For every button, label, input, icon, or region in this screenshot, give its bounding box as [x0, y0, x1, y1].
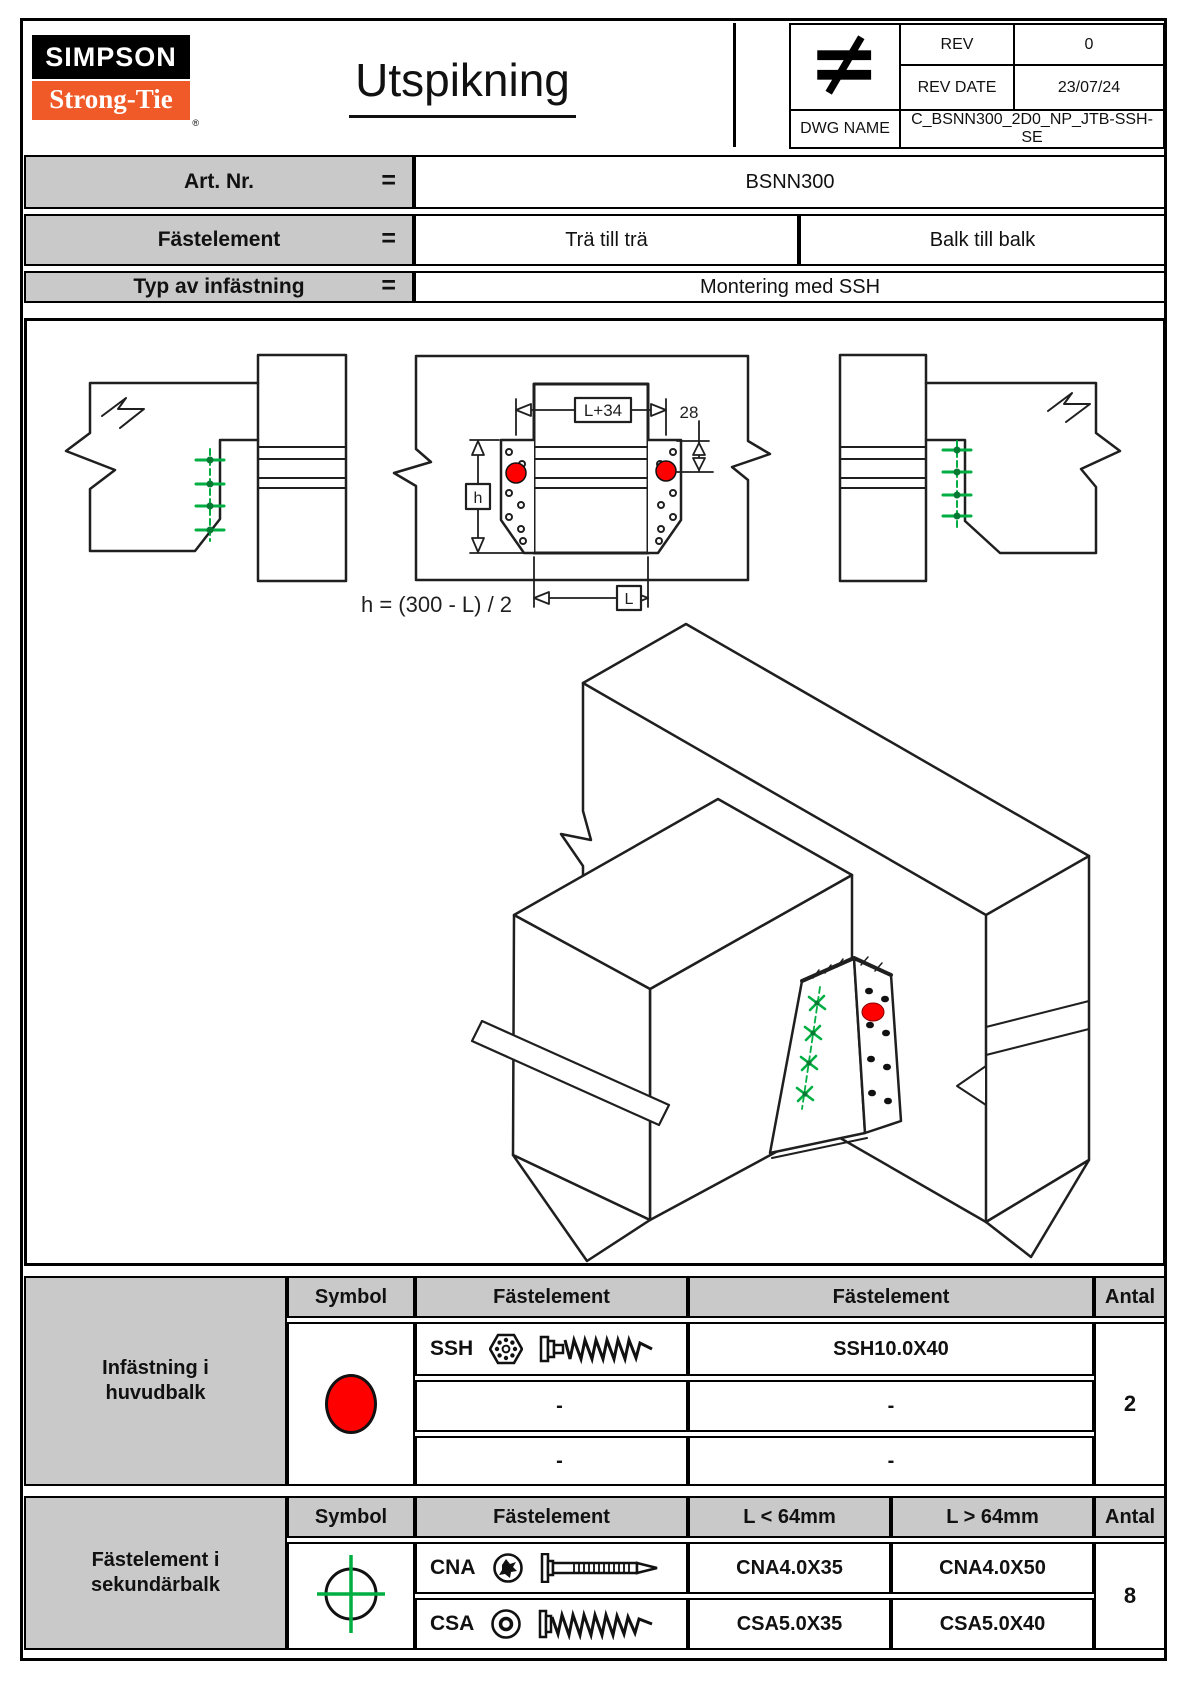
main-col-fastener: Fästelement [415, 1276, 688, 1318]
green-crosshair-marker-icon [315, 1550, 387, 1638]
height-formula: h = (300 - L) / 2 [361, 592, 513, 617]
fastener-value-left: Trä till trä [414, 214, 799, 266]
secondary-col-fastener: Fästelement [415, 1496, 688, 1538]
cna-short-product: CNA4.0X35 [688, 1542, 891, 1594]
cna-long-product: CNA4.0X50 [891, 1542, 1094, 1594]
equals-sign: = [381, 271, 396, 300]
art-nr-label: Art. Nr. [183, 170, 254, 193]
secondary-qty: 8 [1094, 1542, 1166, 1650]
red-dot-marker [862, 1003, 884, 1021]
hex-washer-head-icon [489, 1332, 523, 1366]
front-view-middle [361, 356, 770, 617]
secondary-table-row-label: Fästelement i sekundärbalk [24, 1496, 287, 1650]
main-beam-fastener-table [24, 1272, 1166, 1490]
main-symbol-cell [287, 1322, 415, 1486]
equals-sign: = [381, 166, 396, 195]
logo-simpson-text: SIMPSON [32, 35, 190, 79]
rev-date-value: 23/07/24 [1014, 65, 1164, 110]
art-nr-label-cell [24, 155, 414, 209]
secondary-symbol-cell [287, 1542, 415, 1650]
title-block [24, 23, 1166, 147]
empty-fastener-cell: - [415, 1436, 688, 1486]
secondary-col-symbol: Symbol [287, 1496, 415, 1538]
fastener-label-cell [24, 214, 414, 266]
ssh-code: SSH [430, 1337, 474, 1360]
art-nr-value: BSNN300 [414, 155, 1166, 209]
csa-screw-head-icon [490, 1608, 522, 1640]
green-crosshair-markers [943, 441, 971, 529]
secondary-col-long: L > 64mm [891, 1496, 1094, 1538]
projection-symbol-cell [790, 24, 900, 110]
red-dot-marker [506, 463, 526, 483]
main-col-symbol: Symbol [287, 1276, 415, 1318]
dim-height-label: h [473, 490, 483, 507]
isometric-view [472, 624, 1089, 1261]
csa-code: CSA [430, 1612, 475, 1635]
secondary-col-qty: Antal [1094, 1496, 1166, 1538]
cna-nail-head-icon [492, 1552, 524, 1584]
mount-type-label: Typ av infästning [133, 275, 305, 298]
main-col-product: Fästelement [688, 1276, 1094, 1318]
main-qty: 2 [1094, 1322, 1166, 1486]
cna-nail-side-icon [540, 1553, 660, 1583]
mount-type-value: Montering med SSH [414, 271, 1166, 303]
registered-trademark-mark: ® [192, 118, 199, 128]
dwg-name-label: DWG NAME [790, 110, 900, 148]
fastener-label: Fästelement [157, 228, 281, 251]
empty-product-cell: - [688, 1436, 1094, 1486]
csa-screw-side-icon [538, 1608, 658, 1640]
ssh-screw-side-icon [539, 1332, 657, 1366]
rev-date-label: REV DATE [900, 65, 1014, 110]
dwg-name-value: C_BSNN300_2D0_NP_JTB-SSH-SE [900, 110, 1164, 148]
cna-code: CNA [430, 1556, 476, 1579]
dim-width-label: L+34 [583, 401, 623, 420]
title-area [24, 23, 736, 147]
dim-offset-label: 28 [679, 403, 699, 422]
page-title: Utspikning [349, 53, 576, 118]
empty-product-cell: - [688, 1380, 1094, 1432]
product-info-table [24, 150, 1166, 308]
drawing-area [24, 318, 1166, 1266]
empty-fastener-cell: - [415, 1380, 688, 1432]
csa-long-product: CSA5.0X40 [891, 1598, 1094, 1650]
technical-drawing [27, 321, 1163, 1263]
main-col-qty: Antal [1094, 1276, 1166, 1318]
csa-fastener-cell [415, 1598, 688, 1650]
side-view-right [840, 355, 1120, 581]
side-view-left [66, 355, 346, 581]
not-equal-projection-icon [803, 34, 887, 96]
secondary-beam-fastener-table [24, 1492, 1166, 1654]
rev-label: REV [900, 24, 1014, 65]
csa-short-product: CSA5.0X35 [688, 1598, 891, 1650]
dim-length-label: L [624, 591, 634, 608]
rev-value: 0 [1014, 24, 1164, 65]
ssh-fastener-cell [415, 1322, 688, 1376]
cna-fastener-cell [415, 1542, 688, 1594]
logo-strongtie-text: Strong-Tie [32, 81, 190, 120]
secondary-col-short: L < 64mm [688, 1496, 891, 1538]
equals-sign: = [381, 224, 396, 253]
red-circle-marker-icon [325, 1374, 377, 1434]
main-table-row-label: Infästning i huvudbalk [24, 1276, 287, 1486]
simpson-strongtie-logo [32, 35, 199, 128]
ssh-product: SSH10.0X40 [688, 1322, 1094, 1376]
fastener-value-right: Balk till balk [799, 214, 1166, 266]
revision-table [789, 23, 1165, 149]
red-dot-marker [656, 461, 676, 481]
mount-type-label-cell [24, 271, 414, 303]
